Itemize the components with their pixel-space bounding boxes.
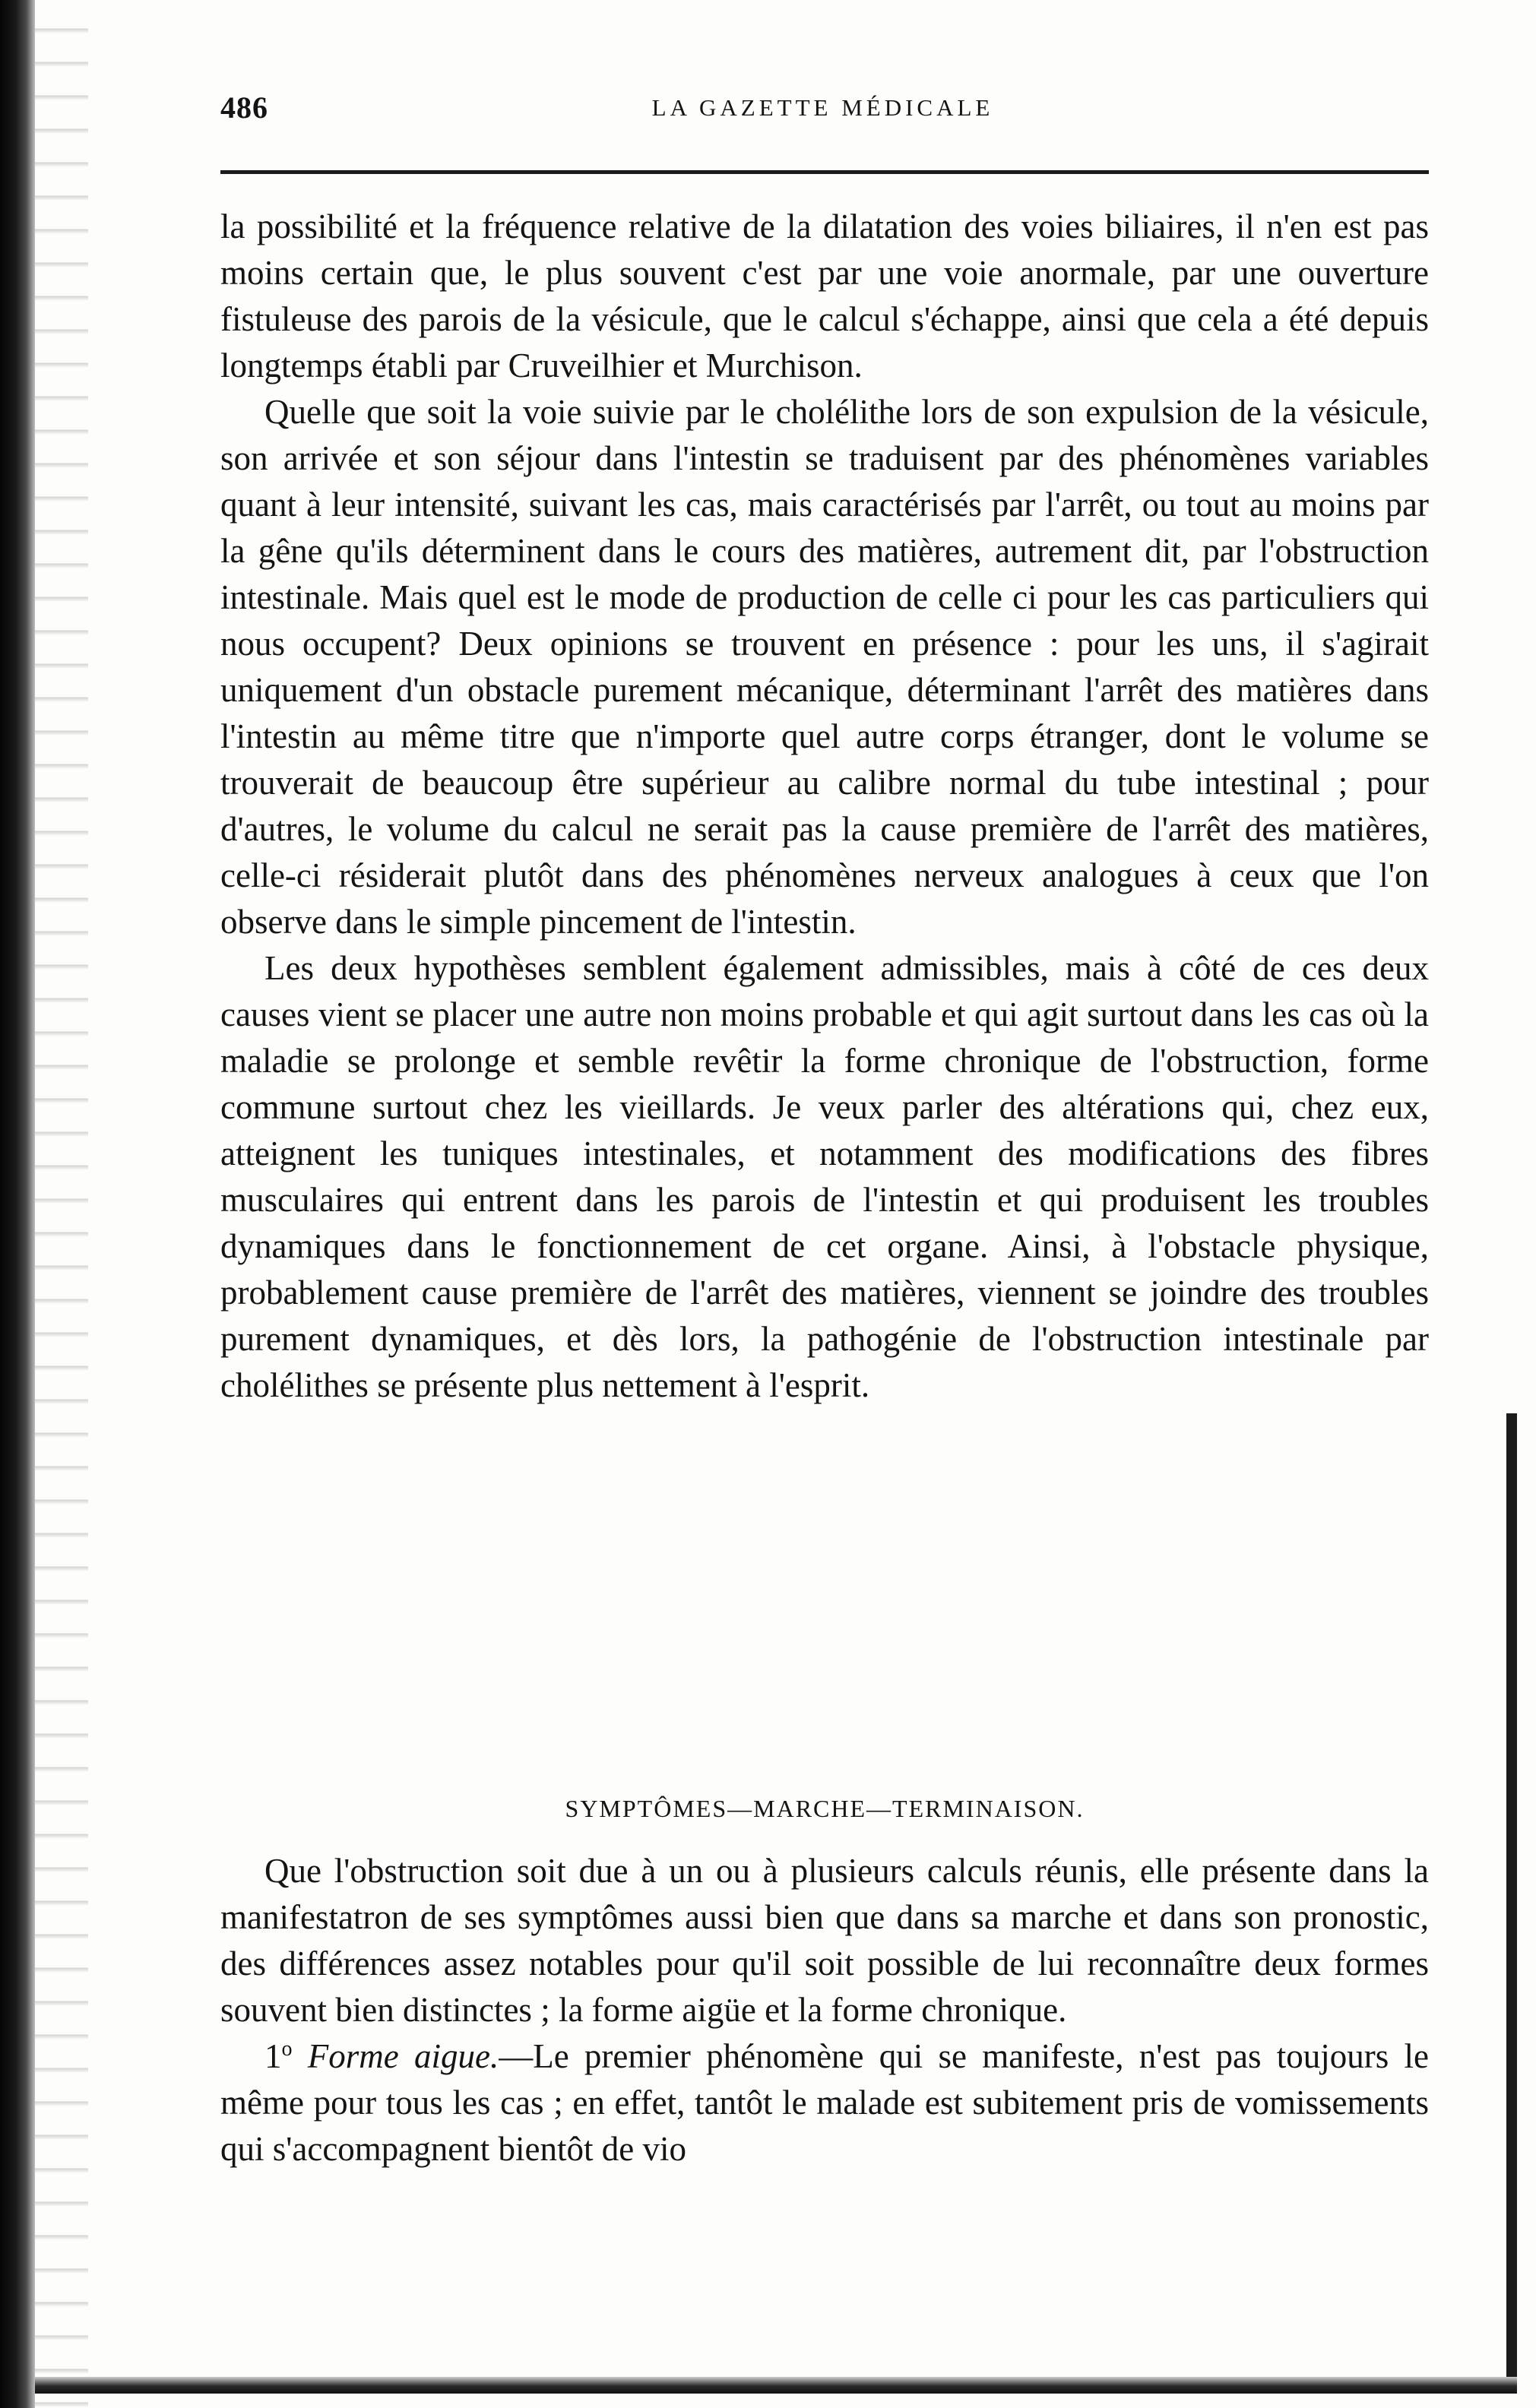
header-rule (220, 170, 1429, 174)
binding-speckle (35, 0, 88, 2408)
running-title: LA GAZETTE MÉDICALE (651, 94, 994, 121)
paragraph-continuation: la possibilité et la fréquence relative de la dilatation des voies biliaires, il n'en est pas moins certain que, le plus souvent c'est par une voie anormale, par une ouverture fistuleuse des parois de la vésicule, que le calcul s'échappe, ainsi que cela a été depuis longtemps établi par Cruveilhier et Murchison. (220, 207, 1429, 384)
paragraph-forme-aigue (220, 2033, 1429, 2172)
item-ordinal: o (281, 2037, 293, 2061)
section-text (220, 1848, 1429, 2172)
item-number: 1 (264, 2037, 282, 2075)
page-number: 486 (220, 90, 268, 125)
body-text (220, 204, 1429, 1409)
item-text: —Le premier phénomène qui se manifeste, n'est pas toujours le même pour tous les cas ; en effet, tantôt le malade est subitement pris de vomissements qui s'accompagnent bientôt de vio (220, 2037, 1430, 2168)
right-page-border (1506, 1413, 1517, 2394)
page-header (220, 90, 1425, 135)
bottom-page-border (35, 2377, 1517, 2394)
section-heading: SYMPTÔMES—MARCHE—TERMINAISON. (565, 1795, 1085, 1822)
binding-shadow (0, 0, 35, 2408)
paragraph-forms: Que l'obstruction soit due à un ou à plusieurs calculs réunis, elle présente dans la manifestatron de ses symptômes aussi bien que dans sa marche et dans son pronostic, des différences assez notables pour qu'il soit possible de lui reconnaître deux formes souvent bien distinctes ; la forme aigüe et la forme chronique. (220, 1852, 1429, 2029)
paragraph-cholelithe-passage: Quelle que soit la voie suivie par le cholélithe lors de son expulsion de la vésicule, son arrivée et son séjour dans l'intestin se traduisent par des phénomènes variables quant à leur intensité, suivant les cas, mais caractérisés par l'arrêt, ou tout au moins par la gêne qu'ils déterminent dans le cours des matières, autrement dit, par l'obstruction intestinale. Mais quel est le mode de production de celle ci pour les cas particuliers qui nous occupent? Deux opinions se trouvent en présence : pour les uns, il s'agirait uniquement d'un obstacle purement mécanique, déterminant l'arrêt des matières dans l'intestin au même titre que n'importe quel autre corps étranger, dont le volume se trouverait de beaucoup être supérieur au calibre normal du tube intestinal ; pour d'autres, le volume du calcul ne serait pas la cause première de l'arrêt des matières, celle-ci résiderait plutôt dans des phénomènes nerveux analogues à ceux que l'on observe dans le simple pincement de l'intestin. (220, 393, 1429, 941)
item-title: Forme aigue. (307, 2037, 499, 2075)
paragraph-hypotheses: Les deux hypothèses semblent également admissibles, mais à côté de ces deux causes vient se placer une autre non moins probable et qui agit surtout dans les cas où la maladie se prolonge et semble revêtir la forme chronique de l'obstruction, forme commune surtout chez les vieillards. Je veux parler des altérations qui, chez eux, atteignent les tuniques intestinales, et notamment des modifications des fibres musculaires qui entrent dans les parois de l'intestin et qui produisent les troubles dynamiques dans le fonctionnement de cet organe. Ainsi, à l'obstacle physique, probablement cause première de l'arrêt des matières, viennent se joindre des troubles purement dynamiques, et dès lors, la pathogénie de l'obstruction intestinale par cholélithes se présente plus nettement à l'esprit. (220, 949, 1429, 1404)
